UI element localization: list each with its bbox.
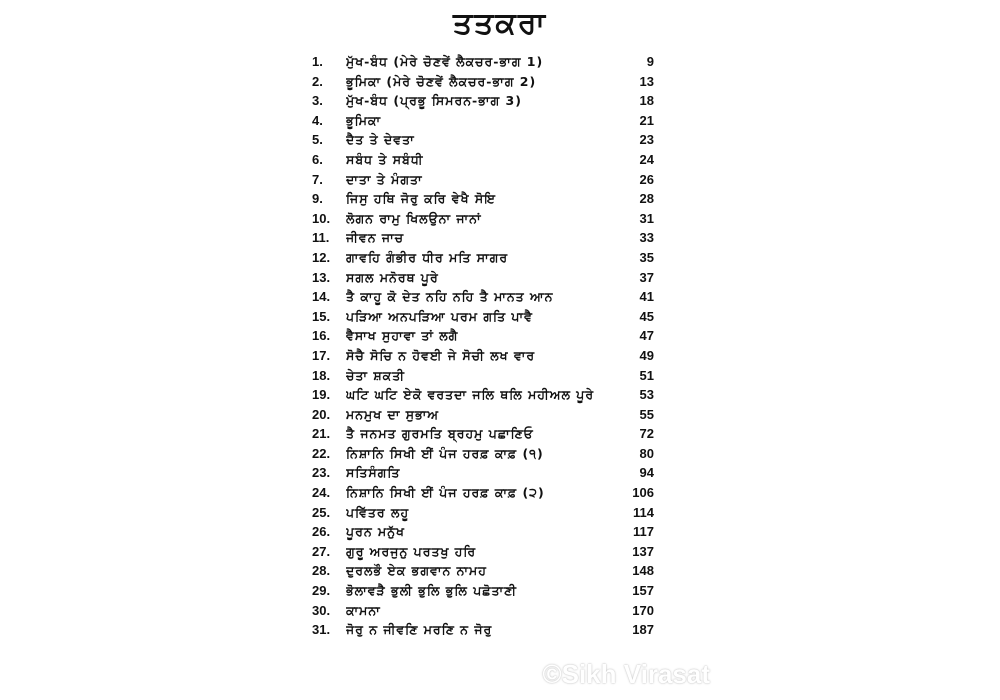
toc-entry-number: 27. [312, 543, 331, 559]
toc-entry-page-number: 49 [639, 347, 654, 363]
toc-entry [312, 268, 654, 288]
toc-entry-page-number: 72 [639, 426, 654, 442]
toc-entry-title: ਗਾਵਹਿ ਗੰਭੀਰ ਧੀਰ ਮਤਿ ਸਾਗਰ [346, 249, 509, 265]
toc-entry-number: 5. [312, 132, 323, 148]
toc-entry-page-number: 23 [639, 132, 654, 148]
page-title: ਤਤਕਰਾ [452, 6, 548, 41]
toc-entry-title: ਭੋਲਾਵੜੈ ਭੁਲੀ ਭੁਲਿ ਭੁਲਿ ਪਛੋਤਾਣੀ [346, 583, 517, 599]
toc-entry [312, 601, 654, 621]
toc-entry-number: 6. [312, 151, 323, 167]
toc-entry-number: 7. [312, 171, 323, 187]
toc-entry-page-number: 117 [633, 524, 654, 540]
toc-entry-page-number: 55 [639, 406, 654, 422]
toc-entry-page-number: 35 [639, 249, 654, 265]
toc-entry [312, 307, 654, 327]
toc-entry-page-number: 45 [639, 308, 654, 324]
toc-entry-number: 10. [312, 210, 331, 226]
toc-entry-page-number: 37 [639, 269, 654, 285]
toc-entry-title: ਜੋਰੁ ਨ ਜੀਵਣਿ ਮਰਣਿ ਨ ਜੋਰੁ [346, 622, 493, 638]
toc-entry [312, 52, 654, 72]
toc-entry [312, 620, 654, 640]
toc-entry-title: ਦੁਰਲਭੌ ਏਕ ਭਗਵਾਨ ਨਾਮਹ [346, 563, 487, 579]
toc-entry-title: ਜਿਸੁ ਹਥਿ ਜੋਰੁ ਕਰਿ ਵੇਖੈ ਸੋਇ [346, 191, 497, 207]
toc-entry [312, 248, 654, 268]
toc-entry-page-number: 148 [632, 563, 654, 579]
toc-entry-title: ਤੈ ਕਾਹੂ ਕੋ ਦੇਤ ਨਹਿ ਨਹਿ ਤੈ ਮਾਨਤ ਆਨ [346, 289, 554, 305]
toc-entry-title: ਚੇਤਾ ਸ਼ਕਤੀ [346, 367, 405, 383]
toc-entry [312, 522, 654, 542]
toc-entry [312, 72, 654, 92]
toc-entry-page-number: 53 [639, 387, 654, 403]
toc-entry-number: 19. [312, 387, 331, 403]
toc-entry-number: 2. [312, 73, 323, 89]
toc-entry-number: 4. [312, 112, 323, 128]
toc-entry [312, 326, 654, 346]
toc-entry-number: 28. [312, 563, 331, 579]
toc-entry-number: 3. [312, 93, 323, 109]
toc-entry [312, 346, 654, 366]
toc-entry-number: 16. [312, 328, 331, 344]
toc-entry-number: 11. [312, 230, 330, 246]
toc-entry-title: ਸੋਚੈ ਸੋਚਿ ਨ ਹੋਵਈ ਜੇ ਸੋਚੀ ਲਖ ਵਾਰ [346, 347, 536, 363]
toc-entry-number: 31. [312, 622, 331, 638]
toc-entry-title: ਦਾਤਾ ਤੇ ਮੰਗਤਾ [346, 171, 423, 187]
toc-entry-page-number: 18 [639, 93, 654, 109]
toc-entry-title: ਲੋਗਨ ਰਾਮੁ ਖਿਲਉਨਾ ਜਾਨਾਂ [346, 210, 482, 226]
toc-entry-title: ਕਾਮਨਾ [346, 602, 381, 618]
toc-entry-page-number: 31 [639, 210, 654, 226]
toc-entry [312, 130, 654, 150]
toc-entry-title: ਸਬੰਧ ਤੇ ਸਬੰਧੀ [346, 151, 424, 167]
toc-entry [312, 483, 654, 503]
toc-entry [312, 444, 654, 464]
toc-entry-page-number: 157 [632, 583, 654, 599]
toc-entry-number: 25. [312, 504, 331, 520]
copyright-watermark: ©Sikh Virasat [542, 659, 710, 689]
toc-entry-number: 13. [312, 269, 331, 285]
toc-entry [312, 581, 654, 601]
toc-entry-page-number: 26 [639, 171, 654, 187]
toc-entry [312, 405, 654, 425]
toc-entry-title: ਗੁਰੂ ਅਰਜੁਨੁ ਪਰਤਖੁ ਹਰਿ [346, 543, 477, 559]
toc-entry-title: ਸਗਲ ਮਨੋਰਥ ਪੂਰੇ [346, 269, 439, 285]
toc-entry [312, 561, 654, 581]
toc-entry-page-number: 33 [639, 230, 654, 246]
toc-entry-number: 24. [312, 485, 331, 501]
toc-entry-title: ਨਿਸ਼ਾਨਿ ਸਿਖੀ ਈਂ ਪੰਜ ਹਰਫ਼ ਕਾਫ਼ (੨) [346, 485, 545, 501]
toc-entry-title: ਪੜਿਆ ਅਨਪੜਿਆ ਪਰਮ ਗਤਿ ਪਾਵੈ [346, 308, 533, 324]
toc-entry-page-number: 28 [639, 191, 654, 207]
toc-entry [312, 189, 654, 209]
toc-entry [312, 209, 654, 229]
toc-entry-number: 12. [312, 249, 331, 265]
toc-entry [312, 424, 654, 444]
toc-entry [312, 91, 654, 111]
toc-entry [312, 503, 654, 523]
toc-entry-number: 21. [312, 426, 331, 442]
toc-entry-title: ਭੂਮਿਕਾ [346, 112, 382, 128]
toc-entry-number: 30. [312, 602, 331, 618]
toc-entry-page-number: 9 [646, 54, 654, 69]
toc-entry [312, 542, 654, 562]
toc-entry-title: ਪਵਿੱਤਰ ਲਹੂ [346, 504, 410, 520]
toc-entry-title: ਘਟਿ ਘਟਿ ਏਕੋ ਵਰਤਦਾ ਜਲਿ ਥਲਿ ਮਹੀਅਲ ਪੂਰੇ [346, 387, 595, 403]
toc-entry-number: 17. [312, 347, 331, 363]
toc-entry-page-number: 41 [639, 289, 654, 305]
toc-entry [312, 366, 654, 386]
toc-entry-number: 29. [312, 583, 331, 599]
toc-entry [312, 385, 654, 405]
toc-entry-number: 26. [312, 524, 331, 540]
toc-entry-page-number: 106 [632, 485, 654, 501]
toc-entry-title: ਦੈਤ ਤੇ ਦੇਵਤਾ [346, 132, 415, 148]
toc-entry-title: ਵੈਸਾਖ ਸੁਹਾਵਾ ਤਾਂ ਲਗੈ [346, 328, 459, 344]
toc-entry-number: 22. [312, 445, 331, 461]
toc-entry-title: ਭੂਮਿਕਾ (ਮੇਰੇ ਚੋਣਵੇਂ ਲੈਕਚਰ-ਭਾਗ 2) [346, 73, 537, 89]
toc-entry-title: ਮਨਮੁਖ ਦਾ ਸੁਭਾਅ [346, 406, 440, 422]
toc-entry-title: ਜੀਵਨ ਜਾਚ [346, 230, 405, 246]
toc-entry-page-number: 170 [632, 602, 654, 618]
toc-entry-number: 9. [312, 191, 323, 207]
toc-entry-title: ਸਤਿਸੰਗਤਿ [346, 465, 401, 481]
toc-entry-page-number: 51 [639, 367, 654, 383]
toc-entry [312, 170, 654, 190]
toc-entry-number: 23. [312, 465, 331, 481]
toc-entry-title: ਮੁੱਖ-ਬੰਧ (ਮੇਰੇ ਚੋਣਵੇਂ ਲੈਕਚਰ-ਭਾਗ 1) [346, 54, 544, 69]
toc-entry-title: ਤੈ ਜਨਮਤ ਗੁਰਮਤਿ ਬ੍ਰਹਮੁ ਪਛਾਣਿਓ [346, 426, 534, 442]
toc-entry-number: 18. [312, 367, 331, 383]
toc-entry-number: 20. [312, 406, 331, 422]
toc-entry-title: ਨਿਸ਼ਾਨਿ ਸਿਖੀ ਈਂ ਪੰਜ ਹਰਫ਼ ਕਾਫ਼ (੧) [346, 445, 544, 461]
toc-entry-title: ਮੁੱਖ-ਬੰਧ (ਪ੍ਰਭੂ ਸਿਮਰਨ-ਭਾਗ 3) [346, 93, 522, 109]
toc-entry-page-number: 187 [632, 622, 654, 638]
toc-entry-page-number: 114 [633, 504, 654, 520]
toc-entry-page-number: 80 [639, 445, 654, 461]
toc-entry [312, 287, 654, 307]
toc-entry [312, 463, 654, 483]
toc-entry [312, 150, 654, 170]
toc-entry-page-number: 47 [639, 328, 654, 344]
toc-entry [312, 111, 654, 131]
table-of-contents [312, 52, 654, 640]
toc-entry-page-number: 13 [639, 73, 654, 89]
toc-entry-number: 1. [312, 54, 323, 69]
toc-entry-page-number: 21 [639, 112, 654, 128]
toc-entry-title: ਪੂਰਨ ਮਨੁੱਖ [346, 524, 405, 540]
toc-entry-number: 14. [312, 289, 331, 305]
toc-entry-page-number: 137 [632, 543, 654, 559]
toc-entry-page-number: 24 [639, 151, 654, 167]
toc-entry-page-number: 94 [639, 465, 654, 481]
toc-entry [312, 228, 654, 248]
toc-entry-number: 15. [312, 308, 331, 324]
